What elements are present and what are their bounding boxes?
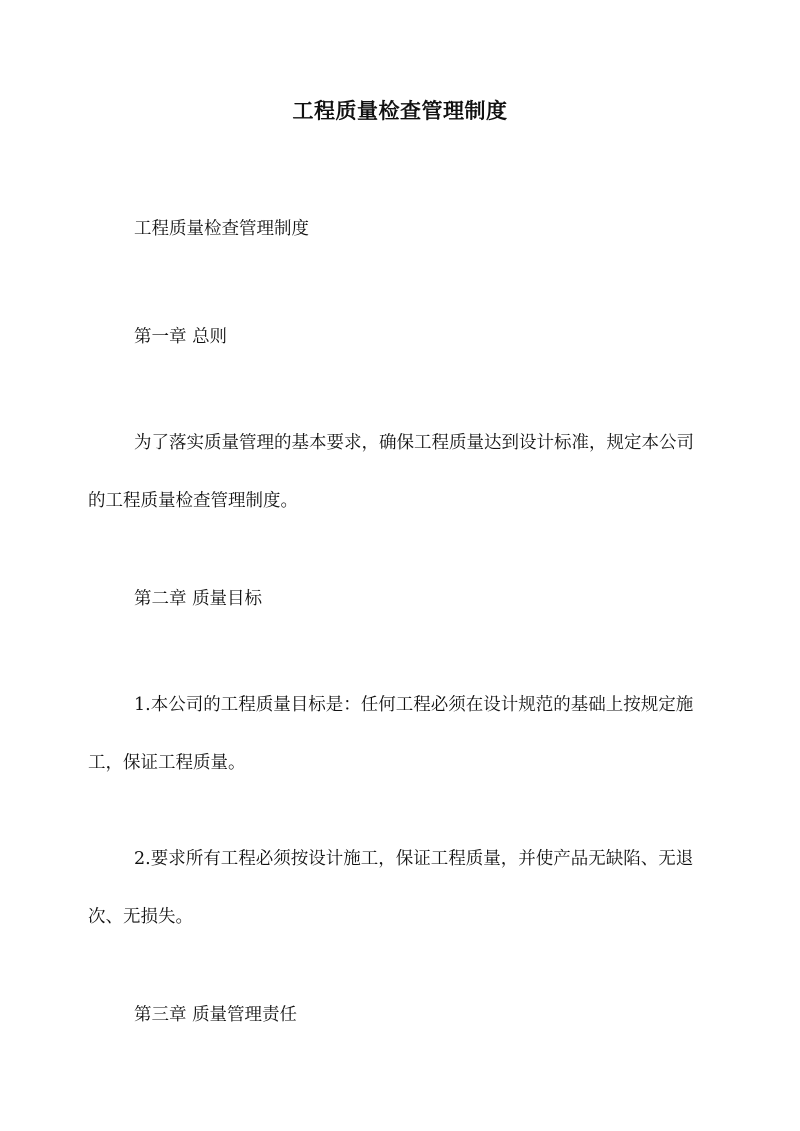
chapter-heading-1: 第一章 总则 xyxy=(134,327,228,347)
chapter-heading-2: 第二章 质量目标 xyxy=(134,589,263,609)
chapter-heading-3: 第三章 质量管理责任 xyxy=(134,1005,298,1025)
paragraph-subtitle: 工程质量检查管理制度 xyxy=(134,219,309,239)
paragraph-item-1: 1.本公司的工程质量目标是：任何工程必须在设计规范的基础上按规定施工，保证工程质量。 xyxy=(88,695,694,773)
paragraph-item-2: 2.要求所有工程必须按设计施工，保证工程质量，并使产品无缺陷、无退次、无损失。 xyxy=(88,849,694,927)
paragraph-purpose: 为了落实质量管理的基本要求，确保工程质量达到设计标准，规定本公司的工程质量检查管理制度。 xyxy=(88,433,694,511)
document-title: 工程质量检查管理制度 xyxy=(292,98,508,123)
